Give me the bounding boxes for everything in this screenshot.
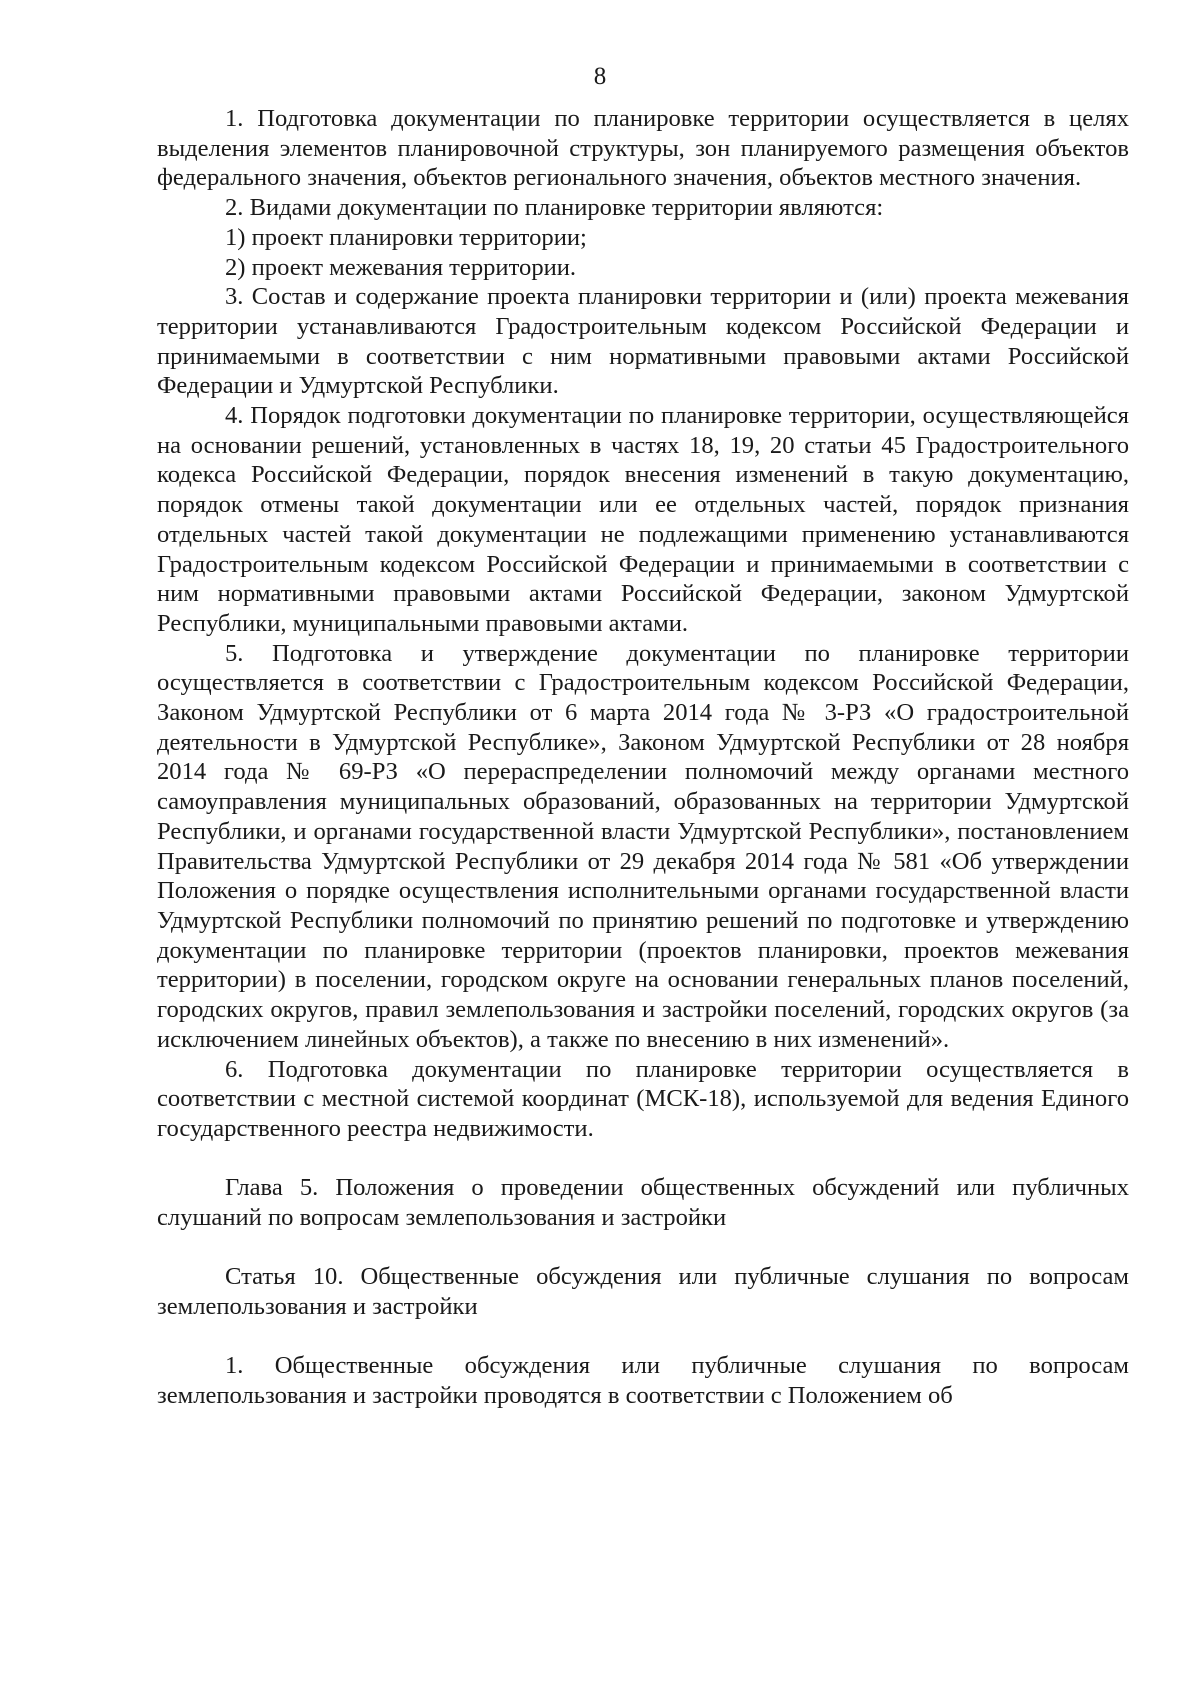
paragraph-5: 5. Подготовка и утверждение документации по планировке территории осуществляется в соответствии с Градостроительным кодексом Российской Федерации, Законом Удмуртской Республики от 6 марта 2014 года № 3-РЗ «О градостроительной деятельности в Удмуртской Республике», Законом Удмуртской Республики от 28 ноября 2014 года № 69-РЗ «О перераспределении полномочий между органами местного самоуправления муниципальных образований, образованных на территории Удмуртской Республики, и органами государственной власти Удмуртской Республики», постановлением Правительства Удмуртской Республики от 29 декабря 2014 года № 581 «Об утверждении Положения о порядке осуществления исполнительными органами государственной власти Удмуртской Республики полномочий по принятию решений по подготовке и утверждению документации по планировке территории (проектов планировки, проектов межевания территории) в поселении, городском округе на основании генеральных планов поселений, городских округов, правил землепользования и застройки поселений, городских округов (за исключением линейных объектов), а также по внесению в них изменений».	[157, 639, 1129, 1053]
spacer	[157, 1233, 1129, 1263]
paragraph-7: 1. Общественные обсуждения или публичные слушания по вопросам землепользования и застройки проводятся в соответствии с Положением об	[157, 1352, 1129, 1410]
spacer	[157, 1322, 1129, 1352]
paragraph-2: 2. Видами документации по планировке территории являются:	[225, 194, 884, 222]
paragraph-4: 4. Порядок подготовки документации по планировке территории, осуществляющейся на основании решений, установленных в частях 18, 19, 20 статьи 45 Градостроительного кодекса Российской Федерации, порядок внесения изменений в такую документацию, порядок отмены такой документации или ее отдельных частей, порядок признания отдельных частей такой документации не подлежащими применению устанавливаются Градостроительным кодексом Российской Федерации и принимаемыми в соответствии с ним нормативными правовыми актами Российской Федерации, законом Удмуртской Республики, муниципальными правовыми актами.	[157, 402, 1129, 637]
spacer	[157, 1144, 1129, 1174]
paragraph-3: 3. Состав и содержание проекта планировки территории и (или) проекта межевания территории устанавливаются Градостроительным кодексом Российской Федерации и принимаемыми в соответствии с ним нормативными правовыми актами Российской Федерации и Удмуртской Республики.	[157, 283, 1129, 400]
chapter-heading: Глава 5. Положения о проведении общественных обсуждений или публичных слушаний по вопросам землепользования и застройки	[157, 1174, 1129, 1231]
article-heading: Статья 10. Общественные обсуждения или публичные слушания по вопросам землепользования и застройки	[157, 1263, 1129, 1321]
paragraph-1: 1. Подготовка документации по планировке территории осуществляется в целях выделения элементов планировочной структуры, зон планируемого размещения объектов федерального значения, объектов регионального значения, объектов местного значения.	[157, 105, 1129, 192]
page-number: 8	[593, 63, 607, 90]
list-item-1: 1) проект планировки территории;	[225, 223, 587, 251]
list-item-2: 2) проект межевания территории.	[225, 253, 577, 281]
paragraph-6: 6. Подготовка документации по планировке территории осуществляется в соответствии с местной системой координат (МСК-18), используемой для ведения Единого государственного реестра недвижимости.	[157, 1055, 1129, 1142]
document-body	[157, 104, 1129, 1411]
